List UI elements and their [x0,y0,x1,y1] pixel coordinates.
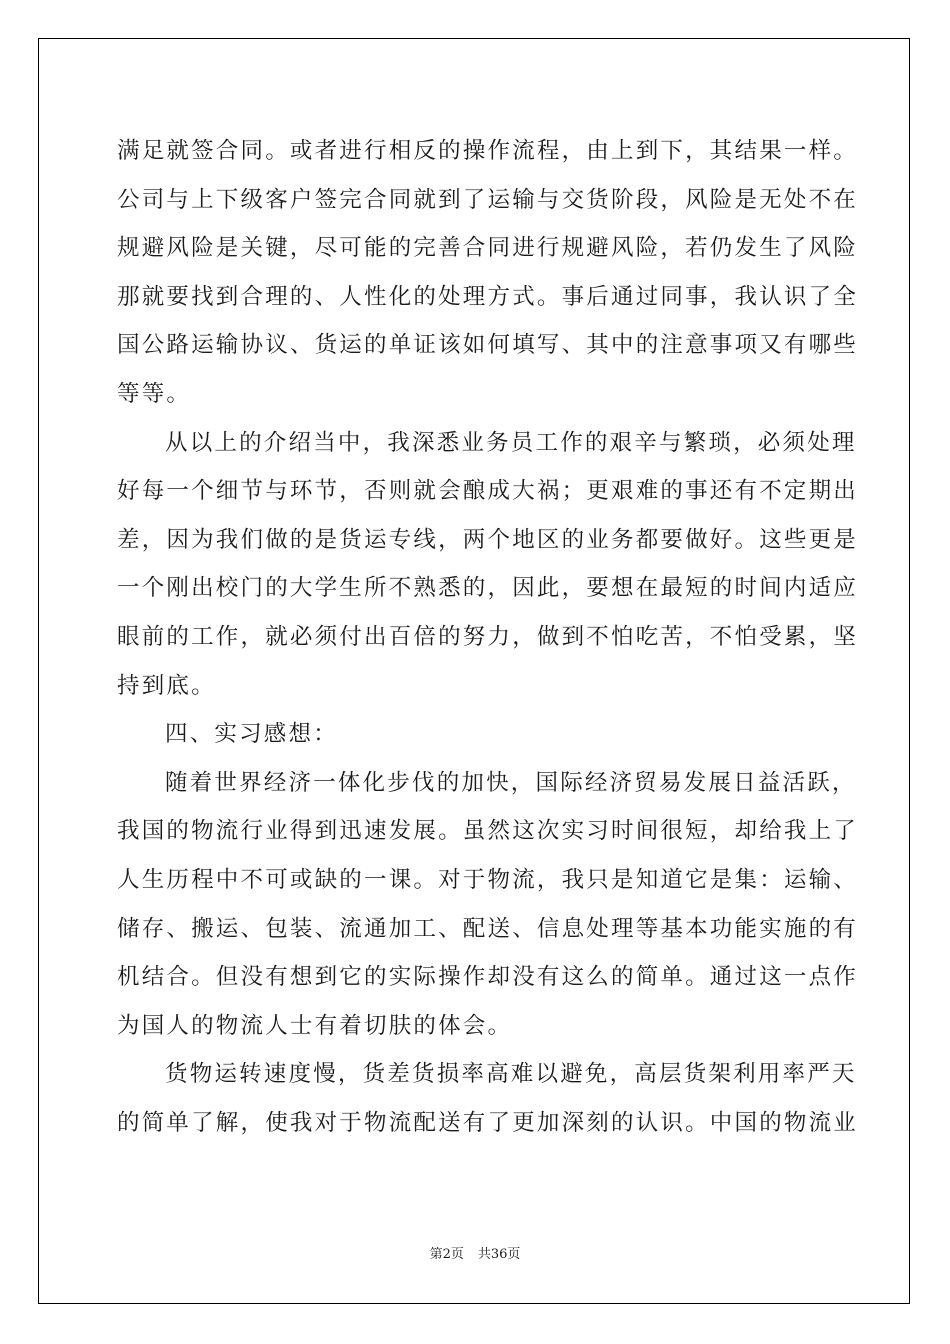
text-line: 公司与上下级客户签完合同就到了运输与交货阶段，风险是无处不在 [117,186,859,213]
text-line: 那就要找到合理的、人性化的处理方式。事后通过同事，我认识了全 [117,283,859,310]
text-line: 机结合。但没有想到它的实际操作却没有这么的简单。通过这一点作 [117,964,859,991]
text-line: 一个刚出校门的大学生所不熟悉的，因此，要想在最短的时间内适应 [117,575,859,602]
section-heading: 四、实习感想： [165,721,338,748]
text-line: 随着世界经济一体化步伐的加快，国际经济贸易发展日益活跃， [165,769,857,796]
text-line: 等等。 [117,380,192,407]
page-footer [0,1246,950,1264]
document-body [117,127,859,1147]
text-line: 储存、搬运、包装、流通加工、配送、信息处理等基本功能实施的有 [117,915,859,942]
text-line: 持到底。 [117,672,216,699]
text-line: 人生历程中不可或缺的一课。对于物流，我只是知道它是集：运输、 [117,866,859,893]
current-page-number: 第2页 [429,1247,464,1262]
text-line: 好每一个细节与环节，否则就会酿成大祸；更艰难的事还有不定期出 [117,478,859,505]
text-line: 为国人的物流人士有着切肤的体会。 [117,1012,513,1039]
text-line: 满足就签合同。或者进行相反的操作流程，由上到下，其结果一样。 [117,138,859,164]
text-line: 国公路运输协议、货运的单证该如何填写、其中的注意事项又有哪些 [117,332,859,359]
text-line: 货物运转速度慢，货差货损率高难以避免，高层货架利用率严天 [165,1061,857,1088]
text-line: 眼前的工作，就必须付出百倍的努力，做到不怕吃苦，不怕受累，坚 [117,623,859,650]
text-line: 我国的物流行业得到迅速发展。虽然这次实习时间很短，却给我上了 [117,818,859,845]
text-line: 从以上的介绍当中，我深悉业务员工作的艰辛与繁琐，必须处理 [165,429,857,456]
total-page-count: 共36页 [477,1247,521,1262]
text-line: 规避风险是关键，尽可能的完善合同进行规避风险，若仍发生了风险 [117,235,859,262]
text-line: 的简单了解，使我对于物流配送有了更加深刻的认识。中国的物流业 [117,1109,859,1136]
text-line: 差，因为我们做的是货运专线，两个地区的业务都要做好。这些更是 [117,526,859,553]
